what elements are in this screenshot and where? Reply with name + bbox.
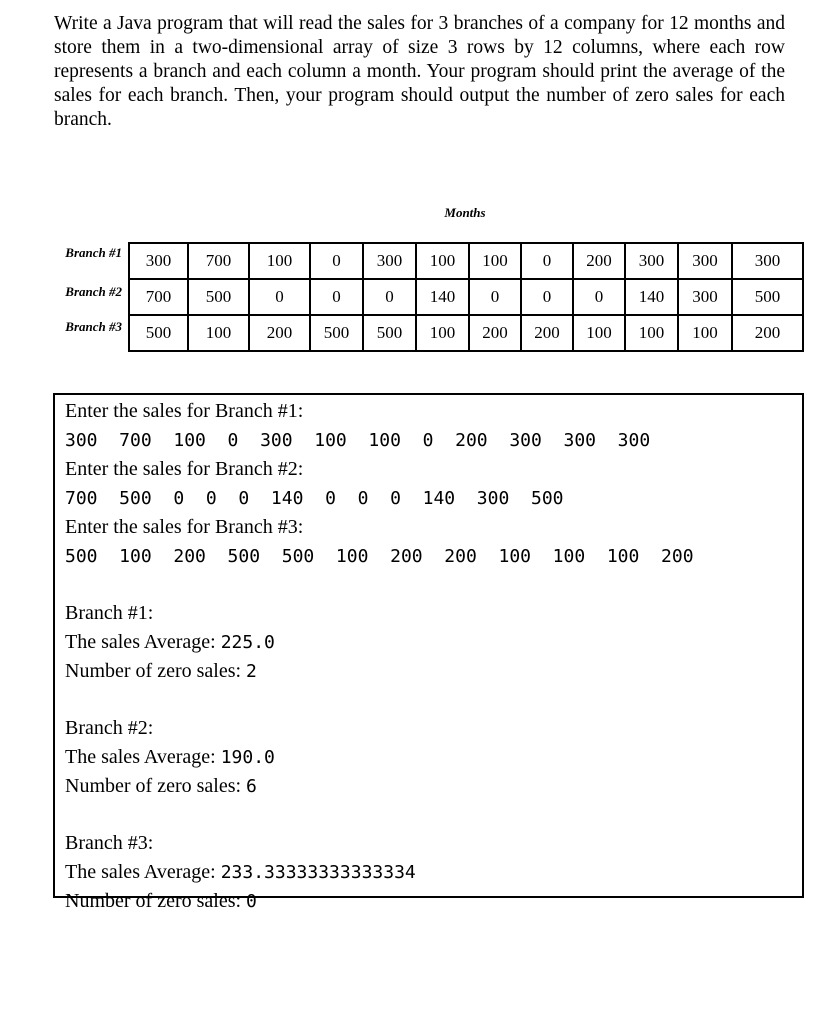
result-average-1: The sales Average: 225.0 bbox=[65, 631, 275, 653]
sales-cell: 300 bbox=[678, 243, 732, 279]
branch-label-3: Branch #3 bbox=[65, 319, 122, 334]
sales-cell: 700 bbox=[188, 243, 249, 279]
sales-cell: 140 bbox=[625, 279, 678, 315]
sales-cell: 0 bbox=[310, 279, 363, 315]
sales-cell: 200 bbox=[573, 243, 625, 279]
sales-cell: 0 bbox=[521, 279, 573, 315]
sales-cell: 0 bbox=[521, 243, 573, 279]
result-header-3: Branch #3: bbox=[65, 832, 154, 854]
result-zero-count-1: Number of zero sales: 2 bbox=[65, 660, 257, 682]
input-branch-2: 700 500 0 0 0 140 0 0 0 140 300 500 bbox=[65, 488, 564, 509]
sales-cell: 100 bbox=[678, 315, 732, 351]
sales-table-body bbox=[129, 243, 803, 351]
sales-cell: 700 bbox=[129, 279, 188, 315]
sales-cell: 500 bbox=[363, 315, 416, 351]
sales-cell: 500 bbox=[732, 279, 803, 315]
sales-cell: 200 bbox=[732, 315, 803, 351]
sales-cell: 100 bbox=[625, 315, 678, 351]
sales-cell: 0 bbox=[363, 279, 416, 315]
sales-cell: 0 bbox=[469, 279, 521, 315]
result-average-2: The sales Average: 190.0 bbox=[65, 746, 275, 768]
result-header-2: Branch #2: bbox=[65, 717, 154, 739]
sales-cell: 100 bbox=[188, 315, 249, 351]
result-average-3: The sales Average: 233.33333333333334 bbox=[65, 861, 416, 883]
sales-cell: 100 bbox=[573, 315, 625, 351]
result-header-1: Branch #1: bbox=[65, 602, 154, 624]
sales-cell: 200 bbox=[469, 315, 521, 351]
prompt-branch-3: Enter the sales for Branch #3: bbox=[65, 516, 304, 538]
result-zero-count-3: Number of zero sales: 0 bbox=[65, 890, 257, 912]
sales-cell: 300 bbox=[363, 243, 416, 279]
result-zero-count-2: Number of zero sales: 6 bbox=[65, 775, 257, 797]
sales-cell: 100 bbox=[469, 243, 521, 279]
sales-cell: 0 bbox=[573, 279, 625, 315]
sales-cell: 300 bbox=[129, 243, 188, 279]
sales-cell: 100 bbox=[249, 243, 310, 279]
console-output bbox=[53, 393, 804, 912]
months-label: Months bbox=[444, 205, 486, 220]
problem-statement: Write a Java program that will read the sales for 3 branches of a company for 12 months and store them in a two-dimensional array of size 3 rows by 12 columns, where each row represents a branch and each column a month. Your program should print the average of the sales for each branch. Then, your program should output the number of zero sales for each branch. bbox=[54, 13, 785, 130]
sales-row-branch-1 bbox=[129, 243, 803, 279]
sales-table bbox=[128, 242, 804, 352]
sales-cell: 140 bbox=[416, 279, 469, 315]
sales-cell: 300 bbox=[678, 279, 732, 315]
sales-cell: 500 bbox=[129, 315, 188, 351]
sales-cell: 300 bbox=[732, 243, 803, 279]
prompt-branch-1: Enter the sales for Branch #1: bbox=[65, 400, 304, 422]
prompt-branch-2: Enter the sales for Branch #2: bbox=[65, 458, 304, 480]
sales-cell: 0 bbox=[310, 243, 363, 279]
input-branch-1: 300 700 100 0 300 100 100 0 200 300 300 300 bbox=[65, 430, 651, 451]
sales-cell: 500 bbox=[188, 279, 249, 315]
sales-cell: 500 bbox=[310, 315, 363, 351]
input-branch-3: 500 100 200 500 500 100 200 200 100 100 100 200 bbox=[65, 546, 694, 567]
branch-label-1: Branch #1 bbox=[65, 245, 122, 260]
sales-row-branch-2 bbox=[129, 279, 803, 315]
sales-cell: 100 bbox=[416, 315, 469, 351]
sales-cell: 200 bbox=[521, 315, 573, 351]
sales-cell: 100 bbox=[416, 243, 469, 279]
sales-cell: 200 bbox=[249, 315, 310, 351]
sales-row-branch-3 bbox=[129, 315, 803, 351]
sales-cell: 0 bbox=[249, 279, 310, 315]
sales-cell: 300 bbox=[625, 243, 678, 279]
branch-label-2: Branch #2 bbox=[65, 284, 122, 299]
